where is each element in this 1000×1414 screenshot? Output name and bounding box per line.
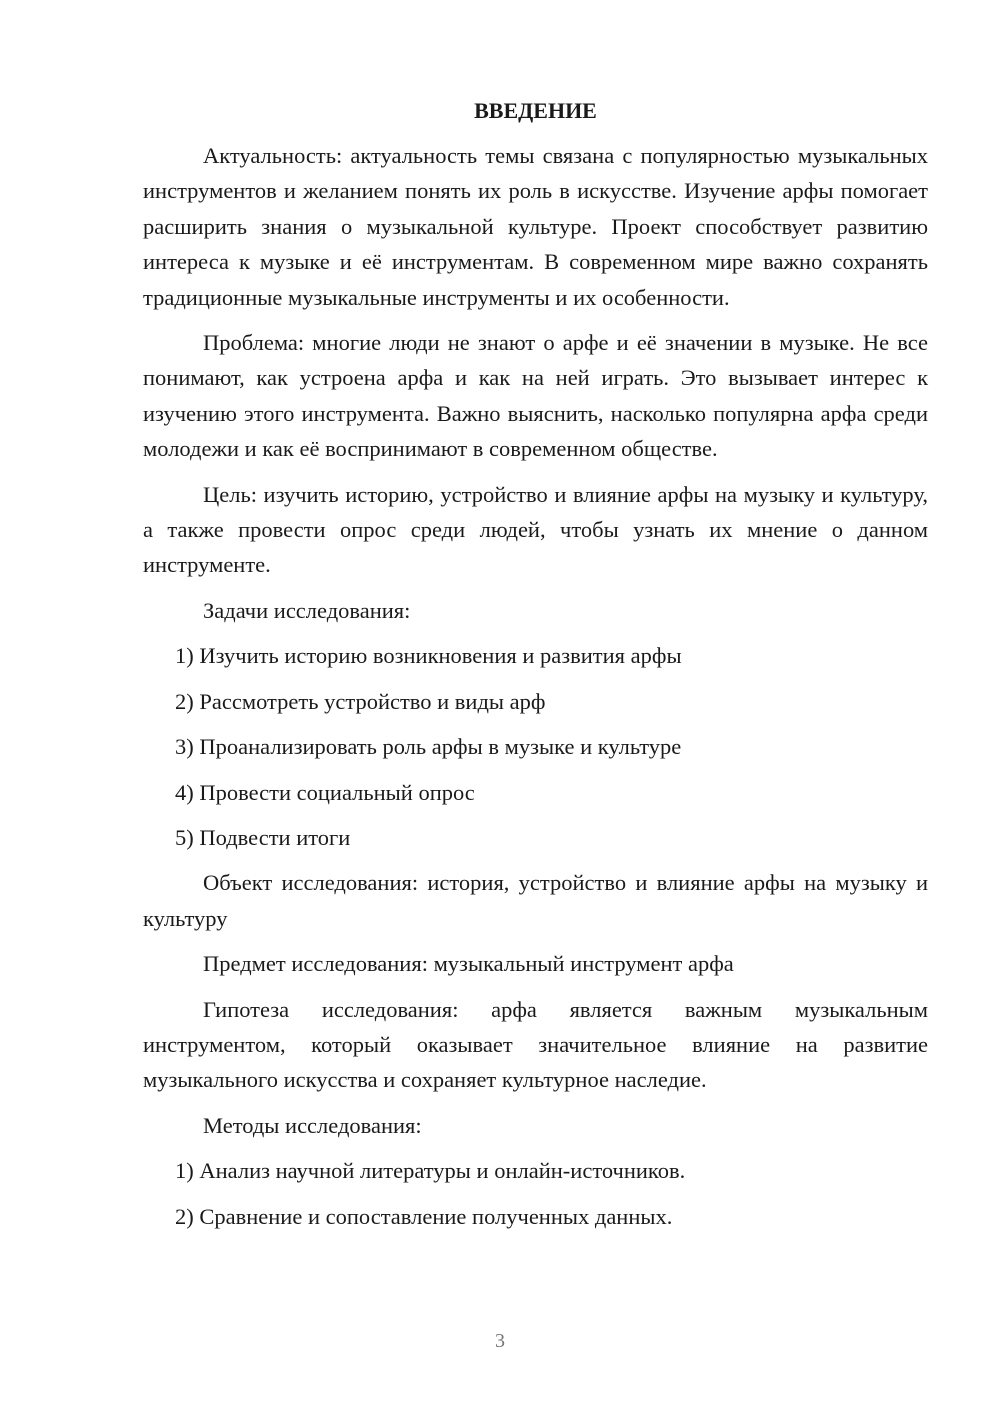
- list-item: 4) Провести социальный опрос: [175, 779, 475, 805]
- methods-heading: Методы исследования:: [203, 1112, 422, 1138]
- methods-list: [143, 1153, 928, 1234]
- list-item: 1) Изучить историю возникновения и развития арфы: [175, 643, 682, 669]
- page-number: 3: [495, 1330, 505, 1352]
- problem-paragraph: Проблема: многие люди не знают о арфе и её значении в музыке. Не все понимают, как устроена арфа и как на ней играть. Это вызывает интерес к изучению этого инструмента. Важно выяснить, насколько популярна арфа среди молодежи и как её воспринимают в современном обществе.: [143, 330, 928, 462]
- tasks-list: [143, 638, 928, 855]
- goal-paragraph: Цель: изучить историю, устройство и влияние арфы на музыку и культуру, а также провести опрос среди людей, чтобы узнать их мнение о данном инструменте.: [143, 481, 928, 578]
- object-paragraph: Объект исследования: история, устройство и влияние арфы на музыку и культуру: [143, 870, 928, 931]
- list-item: 5) Подвести итоги: [175, 824, 351, 850]
- document-page: [143, 96, 928, 1244]
- hypothesis-paragraph: Гипотеза исследования: арфа является важным музыкальным инструментом, который оказывает значительное влияние на развитие музыкального искусства и сохраняет культурное наследие.: [143, 996, 928, 1093]
- list-item: 3) Проанализировать роль арфы в музыке и культуре: [175, 734, 682, 760]
- list-item: 2) Рассмотреть устройство и виды арф: [175, 688, 546, 714]
- list-item: 2) Сравнение и сопоставление полученных данных.: [175, 1203, 673, 1229]
- relevance-paragraph: Актуальность: актуальность темы связана с популярностью музыкальных инструментов и желанием понять их роль в искусстве. Изучение арфы помогает расширить знания о музыкальной культуре. Проект способствует развитию интереса к музыке и её инструментам. В современном мире важно сохранять традиционные музыкальные инструменты и их особенности.: [143, 143, 928, 310]
- subject-paragraph: Предмет исследования: музыкальный инструмент арфа: [203, 951, 734, 977]
- tasks-heading: Задачи исследования:: [203, 597, 411, 623]
- list-item: 1) Анализ научной литературы и онлайн-источников.: [175, 1158, 686, 1184]
- section-title: ВВЕДЕНИЕ: [474, 98, 597, 123]
